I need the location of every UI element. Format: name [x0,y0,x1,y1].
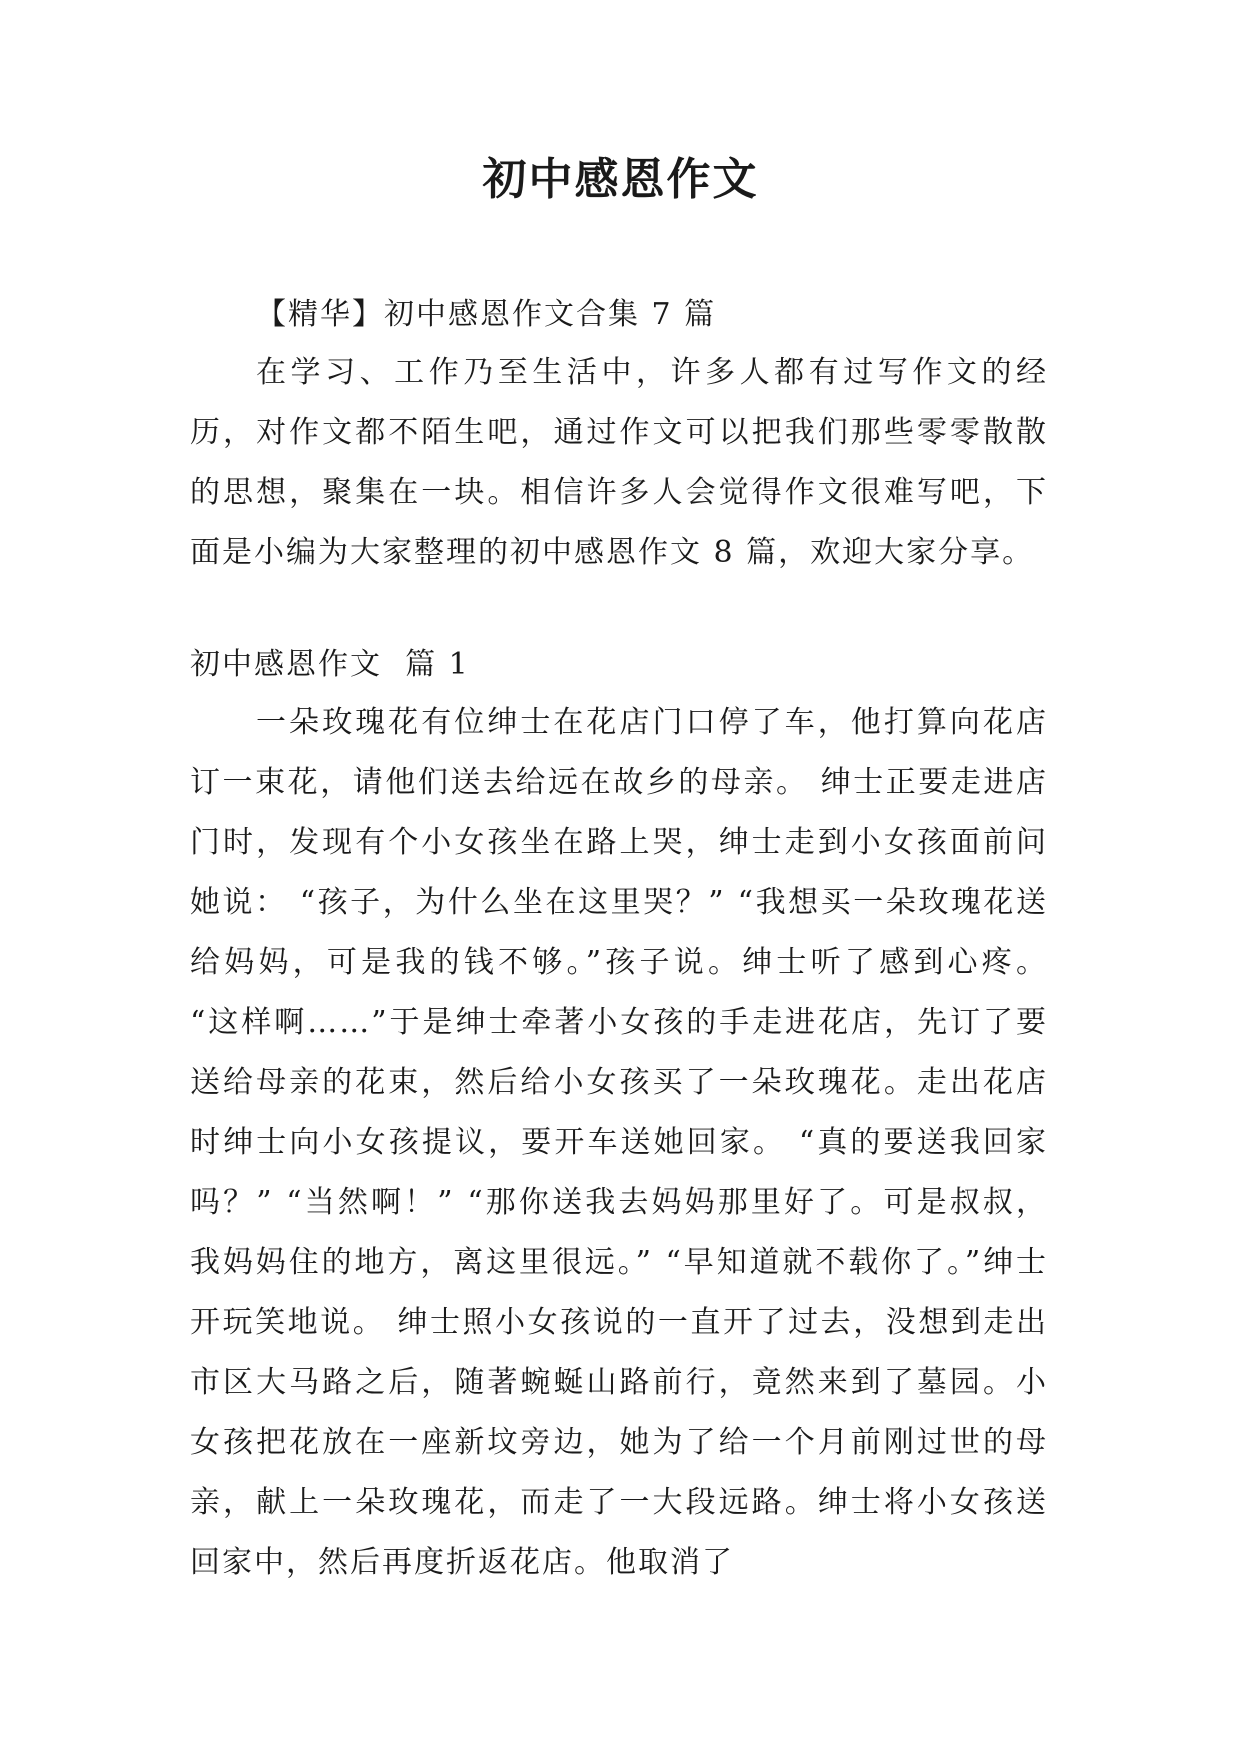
intro-paragraph: 在学习、工作乃至生活中，许多人都有过写作文的经历，对作文都不陌生吧，通过作文可以把我们那些零零散散的思想，聚集在一块。相信许多人会觉得作文很难写吧，下面是小编为大家整理的初中感恩作文 8 篇，欢迎大家分享。 [190,355,1048,570]
document-title: 初中感恩作文 [482,154,759,205]
collection-subtitle: 【精华】初中感恩作文合集 7 篇 [256,297,717,332]
section-heading: 初中感恩作文 篇 1 [190,647,470,682]
essay-paragraph: 一朵玫瑰花有位绅士在花店门口停了车，他打算向花店订一束花，请他们送去给远在故乡的母亲。 绅士正要走进店门时，发现有个小女孩坐在路上哭，绅士走到小女孩面前问她说： “孩子，为什么坐在这里哭？” “我想买一朵玫瑰花送给妈妈，可是我的钱不够。”孩子说。绅士听了感到心疼。 “这样啊……”于是绅士牵著小女孩的手走进花店，先订了要送给母亲的花束，然后给小女孩买了一朵玫瑰花。走出花店时绅士向小女孩提议，要开车送她回家。 “真的要送我回家吗？” “当然啊！” “那你送我去妈妈那里好了。可是叔叔，我妈妈住的地方，离这里很远。” “早知道就不载你了。”绅士开玩笑地说。 绅士照小女孩说的一直开了过去，没想到走出市区大马路之后，随著蜿蜒山路前行，竟然来到了墓园。小女孩把花放在一座新坟旁边，她为了给一个月前刚过世的母亲，献上一朵玫瑰花，而走了一大段远路。绅士将小女孩送回家中，然后再度折返花店。他取消了 [190,705,1048,1580]
